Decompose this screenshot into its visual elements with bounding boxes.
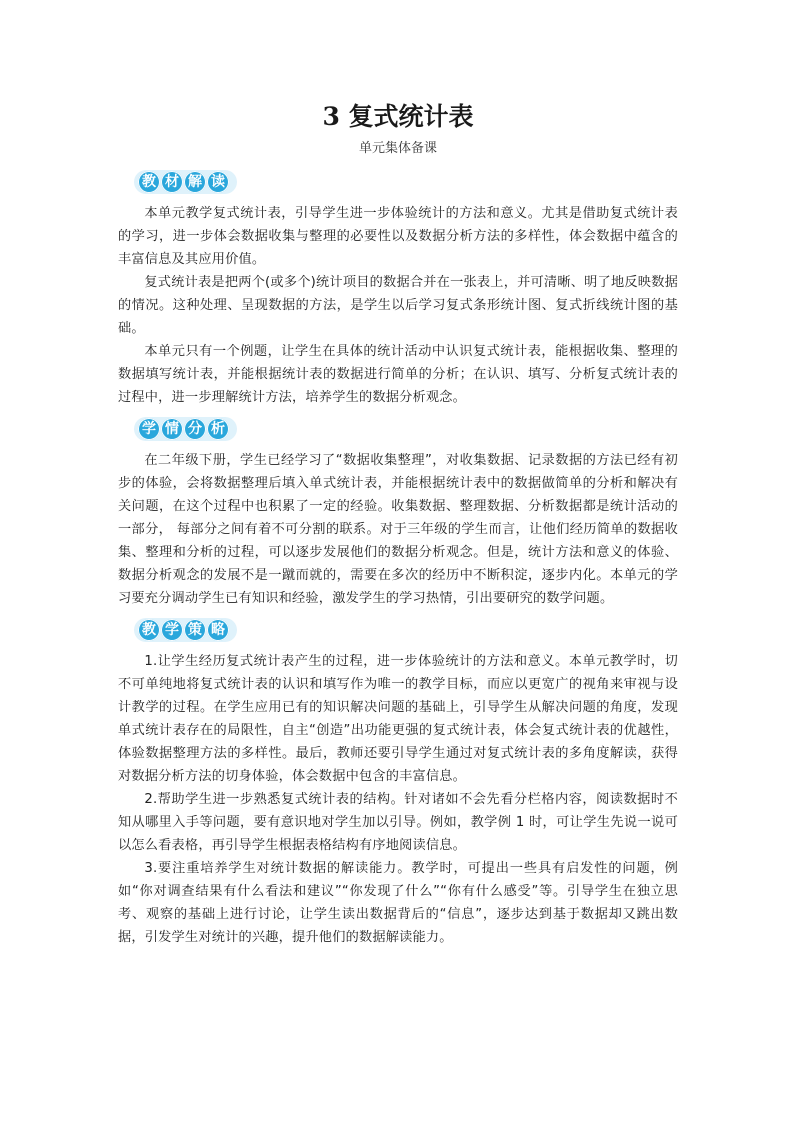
paragraph: 在二年级下册，学生已经学习了“数据收集整理”，对收集数据、记录数据的方法已经有初步的体验，会将数据整理后填入单式统计表，并能根据统计表中的数据做简单的分析和解决有关问题，在这个过程中也积累了一定的经验。收集数据、整理数据、分析数据都是统计活动的一部分， 每部分之间有着不可分割的联系。对于三年级的学生而言，让他们经历简单的数据收集、整理和分析的过程，可以逐步发展他们的数据分析观念。但是，统计方法和意义的体验、数据分析观念的发展不是一蹴而就的，需要在多次的经历中不断积淀，逐步内化。本单元的学习要充分调动学生已有知识和经验，激发学生的学习热情，引出要研究的数学问题。 [118,453,678,606]
section-teaching-strategy [118,616,678,949]
document-page [118,98,678,955]
section-badge [134,170,237,194]
heading-char: 分 [184,418,206,440]
section-badge [134,618,237,642]
heading-char: 学 [138,418,160,440]
heading-char: 略 [207,619,229,641]
heading-char: 读 [207,171,229,193]
section-heading [118,415,678,447]
heading-char: 教 [138,619,160,641]
page-title: 3 复式统计表 [322,102,474,131]
paragraph: 2.帮助学生进一步熟悉复式统计表的结构。针对诸如不会先看分栏格内容，阅读数据时不知从哪里入手等问题，要有意识地对学生加以引导。例如，教学例 1 时，可让学生先说一说可以怎么看表格，再引导学生根据表格结构有序地阅读信息。 [118,792,678,853]
section-heading [118,168,678,200]
heading-char: 情 [161,418,183,440]
paragraph: 3.要注重培养学生对统计数据的解读能力。教学时，可提出一些具有启发性的问题，例如“你对调查结果有什么看法和建议”“你发现了什么”“你有什么感受”等。引导学生在独立思考、观察的基础上进行讨论，让学生读出数据背后的“信息”，逐步达到基于数据却又跳出数据，引发学生对统计的兴趣，提升他们的数据解读能力。 [118,861,678,945]
heading-char: 解 [184,171,206,193]
heading-char: 析 [207,418,229,440]
section-textbook-analysis [118,168,678,409]
paragraph: 复式统计表是把两个(或多个)统计项目的数据合并在一张表上，并可清晰、明了地反映数据的情况。这种处理、呈现数据的方法，是学生以后学习复式条形统计图、复式折线统计图的基础。 [118,275,678,336]
section-learner-analysis [118,415,678,610]
section-badge [134,417,237,441]
page-subtitle: 单元集体备课 [358,141,437,156]
paragraph: 本单元只有一个例题，让学生在具体的统计活动中认识复式统计表，能根据收集、整理的数据填写统计表，并能根据统计表的数据进行简单的分析；在认识、填写、分析复式统计表的过程中，进一步理解统计方法，培养学生的数据分析观念。 [118,344,678,405]
heading-char: 学 [161,619,183,641]
heading-char: 教 [138,171,160,193]
paragraph: 1.让学生经历复式统计表产生的过程，进一步体验统计的方法和意义。本单元教学时，切不可单纯地将复式统计表的认识和填写作为唯一的教学目标，而应以更宽广的视角来审视与设计教学的过程。在学生应用已有的知识解决问题的基础上，引导学生从解决问题的角度，发现单式统计表存在的局限性，自主“创造”出功能更强的复式统计表，体会复式统计表的优越性，体验数据整理方法的多样性。最后，教师还要引导学生通过对复式统计表的多角度解读，获得对数据分析方法的切身体验，体会数据中包含的丰富信息。 [118,654,678,784]
heading-char: 策 [184,619,206,641]
paragraph: 本单元教学复式统计表，引导学生进一步体验统计的方法和意义。尤其是借助复式统计表的学习，进一步体会数据收集与整理的必要性以及数据分析方法的多样性，体会数据中蕴含的丰富信息及其应用价值。 [118,206,678,267]
heading-char: 材 [161,171,183,193]
section-heading [118,616,678,648]
